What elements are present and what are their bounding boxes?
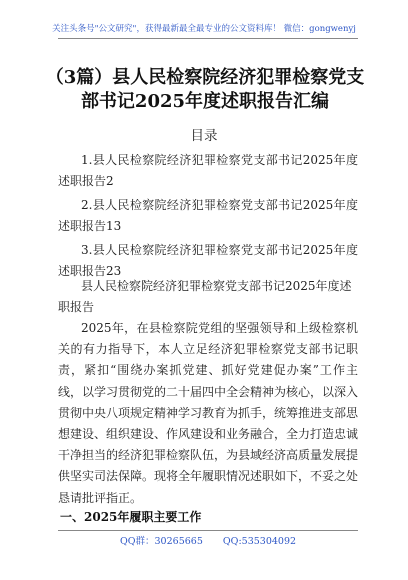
footer <box>58 533 358 547</box>
header-divider <box>58 38 358 39</box>
footer-qq-group: QQ群：30265665 <box>119 536 203 547</box>
toc-item-2[interactable]: 2.县人民检察院经济犯罪检察党支部书记2025年度述职报告13 <box>58 198 358 233</box>
toc-heading: 目录 <box>190 128 218 144</box>
report-title: 县人民检察院经济犯罪检察党支部书记2025年度述职报告 <box>58 279 352 314</box>
body-paragraph: 2025年，在县检察院党组的坚强领导和上级检察机关的有力指导下，本人立足经济犯罪检察党支部书记职责，紧扣“围绕办案抓党建、抓好党建促办案”工作主线，以学习贯彻党的二十届四中全会精神为核心，以深入贯彻中央八项规定精神学习教育为抓手，统筹推进支部思想建设、组织建设、作风建设和业务融合，全力打造忠诚干净担当的经济犯罪检察队伍，为县域经济高质量发展提供坚实司法保障。现将全年履职情况述职如下，不妥之处恳请批评指正。 <box>58 321 359 505</box>
table-of-contents <box>58 150 358 285</box>
footer-divider <box>58 530 358 531</box>
footer-qq: QQ:535304092 <box>222 536 297 547</box>
header-banner: 关注头条号"公文研究"，获得最新最全最专业的公文资料库！ 微信：gongwenyj <box>52 24 356 34</box>
toc-item-3[interactable]: 3.县人民检察院经济犯罪检察党支部书记2025年度述职报告23 <box>58 243 358 278</box>
document-title: （3篇）县人民检察院经济犯罪检察党支部书记2025年度述职报告汇编 <box>45 67 365 112</box>
toc-item-1[interactable]: 1.县人民检察院经济犯罪检察党支部书记2025年度述职报告2 <box>58 153 358 188</box>
section-heading: 一、2025年履职主要工作 <box>60 510 202 524</box>
